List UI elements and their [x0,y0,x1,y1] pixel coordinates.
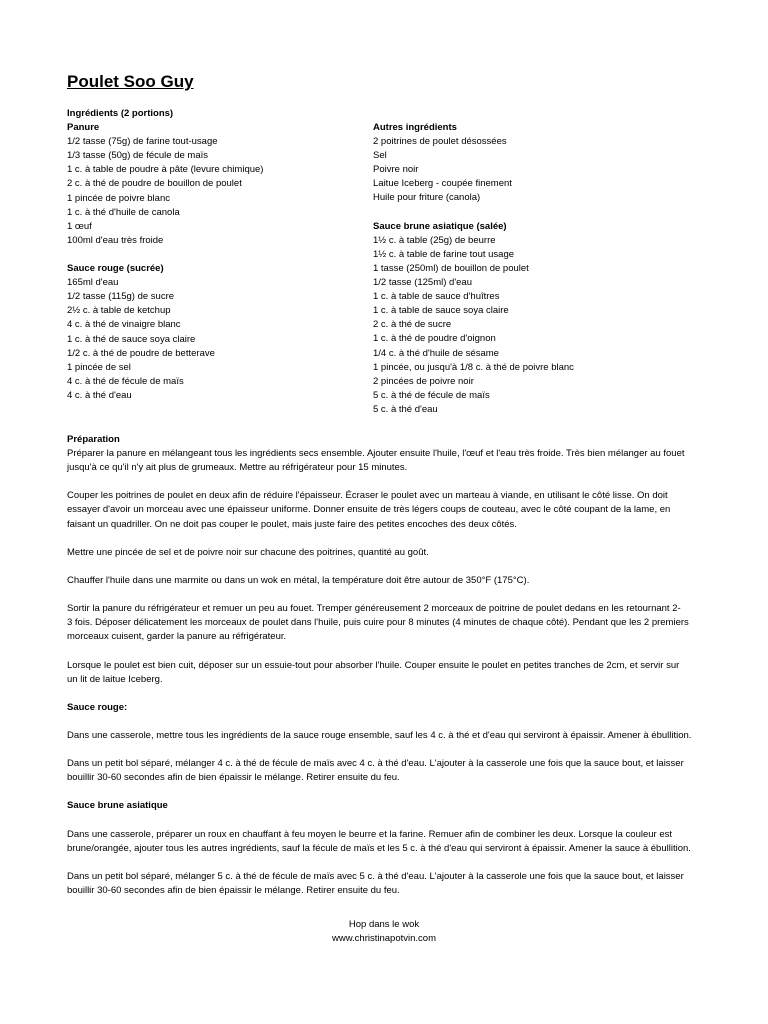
preparation-heading: Préparation [67,434,120,445]
ingredient-item: 1/2 c. à thé de poudre de betterave [67,347,215,359]
ingredient-item: 1 pincée de sel [67,361,131,373]
ingredient-item: 2½ c. à table de ketchup [67,305,171,317]
sauce-rouge-list [67,276,357,403]
ingredient-item: 1 œuf [67,220,92,232]
paragraph-line: faisant un quadriller. On ne doit pas couper le poulet, mais juste faire des petites encoches des deux côtés. [67,518,517,530]
ingredient-item: 1/2 tasse (115g) de sucre [67,291,175,303]
paragraph-line: Lorsque le poulet est bien cuit, déposer sur un essuie-tout pour absorber l'huile. Couper ensuite le poulet en petites tranches de 2cm, et servir sur [67,659,680,671]
paragraph-line: brune/orangée, ajouter tous les autres ingrédients, sauf la fécule de maïs et les 5 c. à thé d'eau qui serviront à épaissir. Amener la sauce à ébullition. [67,842,691,854]
paragraph-line: un lit de laitue Iceberg. [67,673,163,685]
ingredients-left-column [67,107,357,403]
ingredient-item: 2 c. à thé de poudre de bouillon de poulet [67,178,242,190]
ingredient-item: 1 pincée de poivre blanc [67,192,170,204]
spacer [67,248,357,262]
ingredient-item: 1½ c. à table (25g) de beurre [373,234,496,246]
footer-blog-name: Hop dans le wok [348,919,420,930]
autres-heading: Autres ingrédients [373,122,457,133]
paragraph-line: Dans une casserole, mettre tous les ingrédients de la sauce rouge ensemble, sauf les 4 c. à thé et d'eau qui serviront à épaissir. Amener à ébullition. [67,729,692,741]
paragraph-line: bouillir 30-60 secondes afin de bien épaissir le mélange. Retirer ensuite du feu. [67,772,400,784]
autres-list [373,135,703,205]
spacer [67,715,699,729]
paragraph-line: morceaux cuisent, garder la panure au réfrigérateur. [67,631,287,643]
ingredient-item: Sel [373,150,387,162]
paragraph [67,546,699,560]
paragraph-line: Couper les poitrines de poulet en deux afin de réduire l'épaisseur. Écraser le poulet avec un marteau à viande, en utilisant le côté lisse. On doit [67,490,668,502]
ingredient-item: 1 c. à thé de sauce soya claire [67,333,196,345]
ingredient-item: 5 c. à thé de fécule de maïs [373,389,490,401]
sauce-brune-list [373,234,703,417]
ingredient-item: 1 c. à table de sauce soya claire [373,305,509,317]
ingredient-item: 1 c. à table de poudre à pâte (levure chimique) [67,164,264,176]
paragraph [67,828,699,856]
paragraph-line: Mettre une pincée de sel et de poivre noir sur chacune des poitrines, quantité au goût. [67,546,429,558]
paragraph [67,574,699,588]
paragraph-line: essayer d'avoir un morceau avec une épaisseur uniforme. Donner ensuite de très légers coups de couteau, avec le côté coupant de la lame, en [67,504,671,516]
panure-list [67,135,357,248]
paragraph [67,729,699,743]
sauce-rouge-prep-heading: Sauce rouge: [67,701,128,713]
spacer [67,588,699,602]
paragraph-line: Dans un petit bol séparé, mélanger 5 c. à thé de fécule de maïs avec 5 c. à thé d'eau. L'ajouter à la casserole une fois que la sauce bout, et laisser [67,870,684,882]
sauce-rouge-heading: Sauce rouge (sucrée) [67,263,164,275]
ingredient-item: 1½ c. à table de farine tout usage [373,248,515,260]
spacer [67,475,699,489]
ingredient-item: 1 pincée, ou jusqu'à 1/8 c. à thé de poivre blanc [373,361,574,373]
paragraph-line: bouillir 30-60 secondes afin de bien épaissir le mélange. Retirer ensuite du feu. [67,885,400,896]
ingredient-item: 1/4 c. à thé d'huile de sésame [373,347,499,359]
spacer [67,532,699,546]
ingredient-item: 1 c. à thé d'huile de canola [67,206,180,218]
ingredient-item: 1/2 tasse (75g) de farine tout-usage [67,136,218,148]
page-title: Poulet Soo Guy [67,72,194,91]
spacer [67,743,699,757]
ingredients-right-column [373,121,703,417]
paragraph-line: Dans une casserole, préparer un roux en chauffant à feu moyen le beurre et la farine. Remuer afin de combiner les deux. Lorsque la couleur est [67,828,673,840]
paragraph-line: Chauffer l'huile dans une marmite ou dans un wok en métal, la température doit être autour de 350°F (175°C). [67,574,530,586]
footer [0,918,768,946]
ingredient-item: 1/3 tasse (50g) de fécule de maïs [67,150,208,162]
paragraph-line: Sortir la panure du réfrigérateur et remuer un peu au fouet. Tremper généreusement 2 morceaux de poitrine de poulet dedans en les retournant 2- [67,603,681,615]
paragraph [67,757,699,785]
ingredient-item: 5 c. à thé d'eau [373,403,438,415]
ingredient-item: 2 pincées de poivre noir [373,375,474,387]
footer-website: www.christinapotvin.com [331,933,436,945]
ingredient-item: 2 poitrines de poulet désossées [373,136,507,148]
ingredient-item: Laitue Iceberg - coupée finement [373,178,512,190]
ingredient-item: 100ml d'eau très froide [67,234,164,246]
paragraph-line: Dans un petit bol séparé, mélanger 4 c. à thé de fécule de maïs avec 4 c. à thé d'eau. L'ajouter à la casserole une fois que la sauce bout, et laisser [67,758,684,770]
spacer [67,785,699,799]
spacer [373,206,703,220]
paragraph [67,447,699,475]
ingredient-item: 2 c. à thé de sucre [373,319,452,331]
ingredient-item: Huile pour friture (canola) [373,192,481,204]
spacer [67,687,699,701]
preparation-section [67,433,699,898]
spacer [67,814,699,828]
paragraph [67,489,699,531]
paragraph-line: Préparer la panure en mélangeant tous les ingrédients secs ensemble. Ajouter ensuite l'huile, l'œuf et l'eau très froide. Très bien mélanger au fouet [67,448,685,460]
sauce-brune-prep-heading: Sauce brune asiatique [67,800,168,812]
paragraph [67,870,699,898]
spacer [67,856,699,870]
ingredients-heading: Ingrédients (2 portions) [67,108,174,119]
ingredient-item: 4 c. à thé d'eau [67,389,132,401]
sauce-brune-heading: Sauce brune asiatique (salée) [373,220,507,232]
ingredient-item: 1/2 tasse (125ml) d'eau [373,277,472,289]
paragraph [67,602,699,644]
paragraph-line: 3 fois. Déposer délicatement les morceaux de poulet dans l'huile, puis cuire pour 8 minutes (4 minutes de chaque côté). Pendant que les 2 premiers [67,617,689,629]
spacer [67,644,699,658]
spacer [67,560,699,574]
ingredient-item: 4 c. à thé de fécule de maïs [67,375,184,387]
ingredient-item: 4 c. à thé de vinaigre blanc [67,319,181,331]
ingredient-item: Poivre noir [373,164,419,176]
ingredient-item: 1 tasse (250ml) de bouillon de poulet [373,262,529,274]
ingredient-item: 165ml d'eau [67,277,119,289]
paragraph-line: jusqu'à ce qu'il n'y ait plus de grumeaux. Mettre au réfrigérateur pour 15 minutes. [67,462,408,474]
ingredient-item: 1 c. à table de sauce d'huîtres [373,291,500,303]
ingredient-item: 1 c. à thé de poudre d'oignon [373,333,496,345]
panure-heading: Panure [67,122,100,134]
paragraph [67,659,699,687]
